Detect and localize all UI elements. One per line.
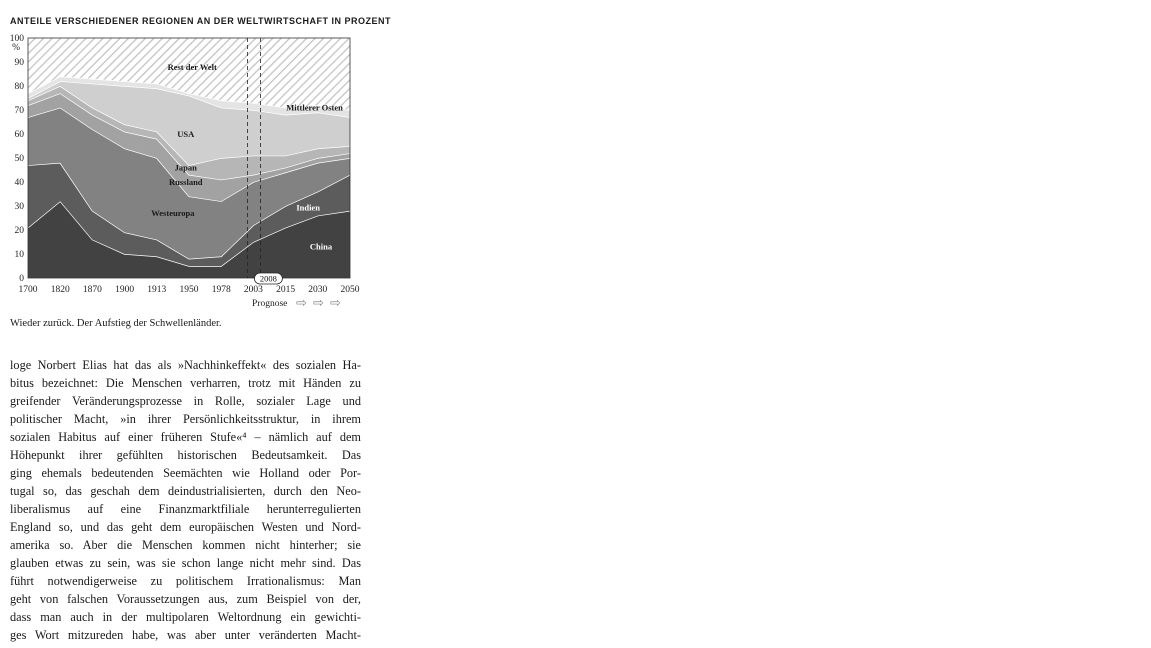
y-tick-label: 90 [14, 58, 24, 68]
x-tick-label: 1900 [115, 285, 135, 295]
paragraph-line: dass man auch in der multipolaren Weltordnung ein gewichti- [10, 610, 361, 624]
x-axis-labels [19, 285, 360, 295]
x-tick-label: 1820 [50, 285, 70, 295]
forecast-arrow-icon: ⇨ [330, 295, 341, 310]
y-tick-label: 40 [14, 178, 24, 188]
world-economy-area-chart [0, 30, 370, 315]
y-axis-labels [10, 34, 25, 284]
area-layers [28, 38, 350, 278]
paragraph-line: amerika so. Aber die Menschen kommen nicht hinterher; sie [10, 538, 361, 552]
x-tick-label: 1950 [179, 285, 199, 295]
paragraph-line: führt notwendigerweise zu politischem Irrationalismus: Man [10, 574, 361, 588]
y-tick-label: 70 [14, 106, 24, 116]
y-tick-label: 0 [19, 274, 24, 284]
y-tick-label: 30 [14, 202, 24, 212]
x-tick-label: 2003 [243, 285, 263, 295]
series-label: China [309, 241, 333, 252]
paragraph-line: ging ehemals bedeutenden Seemächten wie Holland oder Por- [10, 466, 361, 480]
paragraph-line: Höhepunkt ihrer gefühlten historischen Bedeutsamkeit. Das [10, 448, 361, 462]
y-tick-label: 50 [14, 154, 24, 164]
paragraph-line: politischer Macht, »in ihrer Persönlichkeitsstruktur, in ihrem [10, 412, 361, 426]
paragraph-line: loge Norbert Elias hat das als »Nachhinkeffekt« des sozialen Ha- [10, 358, 361, 372]
forecast-arrow-icon: ⇨ [313, 295, 324, 310]
figure-caption: Wieder zurück. Der Aufstieg der Schwellenländer. [10, 318, 222, 329]
y-tick-label: 10 [14, 250, 24, 260]
paragraph-line: tugal so, das geschah dem deindustrialisierten, durch den Neo- [10, 484, 361, 498]
paragraph-line: geht von falschen Voraussetzungen aus, zum Beispiel von der, [10, 592, 361, 606]
y-tick-label: 60 [14, 130, 24, 140]
x-tick-label: 1978 [211, 285, 231, 295]
series-label: Indien [296, 202, 320, 213]
paragraph-line: bitus bezeichnet: Die Menschen verharren, trotz mit Händen zu [10, 376, 361, 390]
y-tick-label: 100 [9, 34, 24, 44]
series-label: Mittlerer Osten [286, 102, 343, 113]
body-paragraph [10, 356, 361, 644]
paragraph-line: greifender Veränderungsprozesse in Rolle, sozialer Lage und [10, 394, 361, 408]
x-tick-label: 2030 [308, 285, 328, 295]
forecast-label: Prognose [252, 299, 288, 309]
paragraph-line: glauben etwas zu sein, was sie schon lange nicht mehr sind. Das [10, 556, 361, 570]
x-tick-label: 1870 [82, 285, 102, 295]
paragraph-line: England so, und das geht dem europäischen Westen und Nord- [10, 520, 361, 534]
series-label: Rest der Welt [167, 61, 217, 72]
series-label: Russland [168, 176, 203, 187]
paragraph-line: ges Wort mitzureden habe, was aber unter veränderten Macht- [10, 628, 361, 642]
x-tick-label: 1700 [18, 285, 38, 295]
series-label: Japan [174, 162, 197, 173]
paragraph-line: sozialen Habitus auf einer früheren Stufe«⁴ – nämlich auf dem [10, 430, 361, 444]
y-tick-label: 80 [14, 82, 24, 92]
x-tick-label: 2050 [340, 285, 360, 295]
chart-annotations [252, 273, 341, 310]
y-tick-label: 20 [14, 226, 24, 236]
series-label: Westeuropa [151, 208, 195, 219]
series-label: USA [177, 129, 195, 139]
x-tick-label: 2015 [276, 285, 296, 295]
paragraph-line: liberalismus auf eine Finanzmarktfiliale herunterregulierten [10, 502, 361, 516]
forecast-arrow-icon: ⇨ [296, 295, 307, 310]
year-2008-label: 2008 [259, 273, 277, 284]
chart-title: ANTEILE VERSCHIEDENER REGIONEN AN DER WELTWIRTSCHAFT IN PROZENT [10, 16, 392, 26]
x-tick-label: 1913 [147, 285, 167, 295]
y-unit-label: % [12, 43, 20, 53]
